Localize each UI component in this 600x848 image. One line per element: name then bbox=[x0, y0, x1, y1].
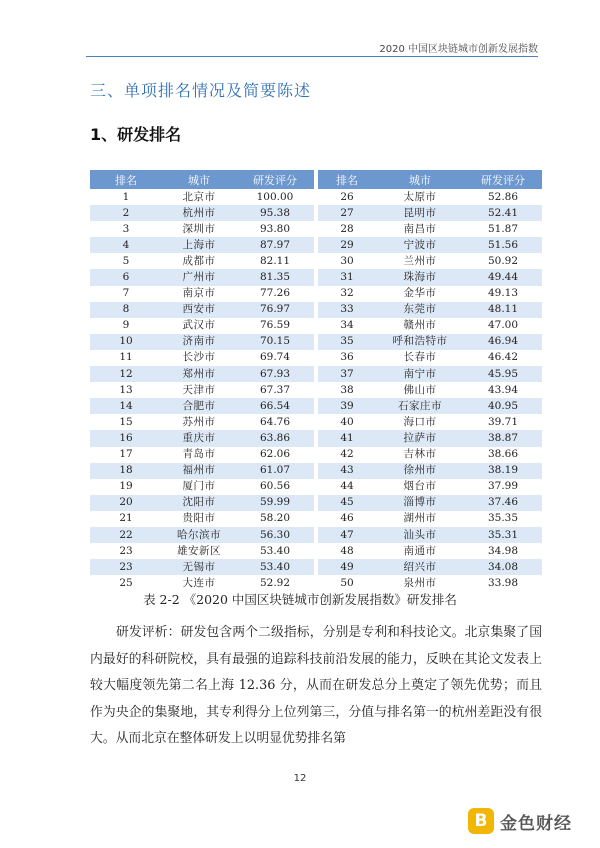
rank-cell: 18 bbox=[90, 463, 162, 479]
table-row bbox=[318, 253, 542, 269]
table-row bbox=[318, 430, 542, 446]
table-row bbox=[90, 543, 314, 559]
score-cell: 37.46 bbox=[464, 495, 542, 511]
table-row bbox=[318, 318, 542, 334]
table-row bbox=[318, 495, 542, 511]
table-row bbox=[90, 463, 314, 479]
rank-cell: 40 bbox=[318, 414, 376, 430]
column-header: 城市 bbox=[376, 170, 464, 189]
table-row bbox=[318, 350, 542, 366]
watermark-logo bbox=[468, 808, 572, 834]
table-row bbox=[90, 237, 314, 253]
score-cell: 43.94 bbox=[464, 382, 542, 398]
score-cell: 34.98 bbox=[464, 543, 542, 559]
city-cell: 郑州市 bbox=[162, 366, 236, 382]
table-row bbox=[318, 479, 542, 495]
rank-cell: 1 bbox=[90, 189, 162, 205]
score-cell: 45.95 bbox=[464, 366, 542, 382]
rank-cell: 42 bbox=[318, 447, 376, 463]
score-cell: 62.06 bbox=[236, 447, 314, 463]
score-cell: 38.66 bbox=[464, 447, 542, 463]
table-row bbox=[90, 205, 314, 221]
city-cell: 吉林市 bbox=[376, 447, 464, 463]
score-cell: 95.38 bbox=[236, 205, 314, 221]
rank-cell: 6 bbox=[90, 269, 162, 285]
score-cell: 66.54 bbox=[236, 398, 314, 414]
rank-cell: 17 bbox=[90, 447, 162, 463]
city-cell: 成都市 bbox=[162, 253, 236, 269]
city-cell: 兰州市 bbox=[376, 253, 464, 269]
column-header: 研发评分 bbox=[236, 170, 314, 189]
city-cell: 珠海市 bbox=[376, 269, 464, 285]
table-row bbox=[318, 511, 542, 527]
table-header-row bbox=[90, 170, 314, 189]
table-row bbox=[318, 366, 542, 382]
rank-cell: 2 bbox=[90, 205, 162, 221]
city-cell: 南宁市 bbox=[376, 366, 464, 382]
score-cell: 48.11 bbox=[464, 302, 542, 318]
city-cell: 大连市 bbox=[162, 575, 236, 591]
city-cell: 绍兴市 bbox=[376, 559, 464, 575]
rank-cell: 4 bbox=[90, 237, 162, 253]
table-row bbox=[90, 414, 314, 430]
score-cell: 46.94 bbox=[464, 334, 542, 350]
score-cell: 33.98 bbox=[464, 575, 542, 591]
score-cell: 49.13 bbox=[464, 286, 542, 302]
table-row bbox=[318, 189, 542, 205]
table-row bbox=[90, 286, 314, 302]
score-cell: 37.99 bbox=[464, 479, 542, 495]
table-row bbox=[90, 527, 314, 543]
table-row bbox=[318, 269, 542, 285]
table-row bbox=[90, 479, 314, 495]
city-cell: 南通市 bbox=[376, 543, 464, 559]
score-cell: 47.00 bbox=[464, 318, 542, 334]
score-cell: 93.80 bbox=[236, 221, 314, 237]
score-cell: 35.31 bbox=[464, 527, 542, 543]
score-cell: 49.44 bbox=[464, 269, 542, 285]
city-cell: 重庆市 bbox=[162, 430, 236, 446]
rank-cell: 3 bbox=[90, 221, 162, 237]
city-cell: 汕头市 bbox=[376, 527, 464, 543]
score-cell: 39.71 bbox=[464, 414, 542, 430]
rank-cell: 47 bbox=[318, 527, 376, 543]
table-row bbox=[318, 398, 542, 414]
table-row bbox=[90, 511, 314, 527]
column-header: 排名 bbox=[90, 170, 162, 189]
city-cell: 长沙市 bbox=[162, 350, 236, 366]
rank-cell: 23 bbox=[90, 543, 162, 559]
city-cell: 淄博市 bbox=[376, 495, 464, 511]
city-cell: 上海市 bbox=[162, 237, 236, 253]
table-caption: 表 2-2 《2020 中国区块链城市创新发展指数》研发排名 bbox=[143, 592, 457, 607]
rank-cell: 29 bbox=[318, 237, 376, 253]
sub-title: 1、研发排名 bbox=[90, 125, 182, 144]
score-cell: 53.40 bbox=[236, 543, 314, 559]
city-cell: 苏州市 bbox=[162, 414, 236, 430]
table-row bbox=[90, 575, 314, 591]
city-cell: 石家庄市 bbox=[376, 398, 464, 414]
table-row bbox=[318, 559, 542, 575]
rank-cell: 39 bbox=[318, 398, 376, 414]
city-cell: 昆明市 bbox=[376, 205, 464, 221]
rank-cell: 13 bbox=[90, 382, 162, 398]
score-cell: 81.35 bbox=[236, 269, 314, 285]
city-cell: 佛山市 bbox=[376, 382, 464, 398]
table-row bbox=[318, 382, 542, 398]
column-header: 排名 bbox=[318, 170, 376, 189]
score-cell: 76.59 bbox=[236, 318, 314, 334]
score-cell: 76.97 bbox=[236, 302, 314, 318]
city-cell: 金华市 bbox=[376, 286, 464, 302]
table-row bbox=[90, 221, 314, 237]
city-cell: 济南市 bbox=[162, 334, 236, 350]
city-cell: 南京市 bbox=[162, 286, 236, 302]
rank-cell: 11 bbox=[90, 350, 162, 366]
city-cell: 泉州市 bbox=[376, 575, 464, 591]
city-cell: 无锡市 bbox=[162, 559, 236, 575]
score-cell: 63.86 bbox=[236, 430, 314, 446]
table-row bbox=[318, 527, 542, 543]
city-cell: 赣州市 bbox=[376, 318, 464, 334]
city-cell: 哈尔滨市 bbox=[162, 527, 236, 543]
score-cell: 40.95 bbox=[464, 398, 542, 414]
table-row bbox=[90, 189, 314, 205]
city-cell: 杭州市 bbox=[162, 205, 236, 221]
rank-cell: 38 bbox=[318, 382, 376, 398]
score-cell: 64.76 bbox=[236, 414, 314, 430]
score-cell: 50.92 bbox=[464, 253, 542, 269]
score-cell: 35.35 bbox=[464, 511, 542, 527]
body-paragraph: 研发评析：研发包含两个二级指标，分别是专利和科技论文。北京集聚了国内最好的科研院校，具有最强的追踪科技前沿发展的能力，反映在其论文发表上较大幅度领先第二名上海 12.36 分，从而在研发总分上奠定了领先优势；而且作为央企的集聚地，其专利得分上位列第三，分值与排名第一的杭州差距没有很大。从而北京在整体研发上以明显优势排名第 bbox=[90, 625, 542, 746]
score-cell: 53.40 bbox=[236, 559, 314, 575]
ranking-table-left bbox=[90, 170, 314, 591]
score-cell: 60.56 bbox=[236, 479, 314, 495]
score-cell: 100.00 bbox=[236, 189, 314, 205]
rank-cell: 8 bbox=[90, 302, 162, 318]
table-row bbox=[318, 205, 542, 221]
city-cell: 太原市 bbox=[376, 189, 464, 205]
table-row bbox=[90, 318, 314, 334]
rank-cell: 33 bbox=[318, 302, 376, 318]
score-cell: 70.15 bbox=[236, 334, 314, 350]
score-cell: 69.74 bbox=[236, 350, 314, 366]
rank-cell: 14 bbox=[90, 398, 162, 414]
score-cell: 59.99 bbox=[236, 495, 314, 511]
table-row bbox=[90, 382, 314, 398]
table-row bbox=[90, 334, 314, 350]
column-header: 城市 bbox=[162, 170, 236, 189]
rank-cell: 16 bbox=[90, 430, 162, 446]
rank-cell: 35 bbox=[318, 334, 376, 350]
city-cell: 福州市 bbox=[162, 463, 236, 479]
score-cell: 58.20 bbox=[236, 511, 314, 527]
rank-cell: 12 bbox=[90, 366, 162, 382]
rank-cell: 23 bbox=[90, 559, 162, 575]
rank-cell: 49 bbox=[318, 559, 376, 575]
city-cell: 徐州市 bbox=[376, 463, 464, 479]
city-cell: 拉萨市 bbox=[376, 430, 464, 446]
page-number: 12 bbox=[293, 773, 307, 784]
score-cell: 67.93 bbox=[236, 366, 314, 382]
city-cell: 湖州市 bbox=[376, 511, 464, 527]
table-row bbox=[318, 414, 542, 430]
score-cell: 38.87 bbox=[464, 430, 542, 446]
rank-cell: 9 bbox=[90, 318, 162, 334]
score-cell: 52.41 bbox=[464, 205, 542, 221]
ranking-table-right bbox=[318, 170, 542, 591]
city-cell: 厦门市 bbox=[162, 479, 236, 495]
rank-cell: 26 bbox=[318, 189, 376, 205]
city-cell: 长春市 bbox=[376, 350, 464, 366]
city-cell: 雄安新区 bbox=[162, 543, 236, 559]
score-cell: 67.37 bbox=[236, 382, 314, 398]
rank-cell: 28 bbox=[318, 221, 376, 237]
rank-cell: 44 bbox=[318, 479, 376, 495]
city-cell: 西安市 bbox=[162, 302, 236, 318]
rank-cell: 20 bbox=[90, 495, 162, 511]
rank-cell: 30 bbox=[318, 253, 376, 269]
table-row bbox=[318, 334, 542, 350]
score-cell: 34.08 bbox=[464, 559, 542, 575]
score-cell: 56.30 bbox=[236, 527, 314, 543]
score-cell: 38.19 bbox=[464, 463, 542, 479]
city-cell: 海口市 bbox=[376, 414, 464, 430]
rank-cell: 5 bbox=[90, 253, 162, 269]
rank-cell: 32 bbox=[318, 286, 376, 302]
rank-cell: 10 bbox=[90, 334, 162, 350]
city-cell: 东莞市 bbox=[376, 302, 464, 318]
score-cell: 51.56 bbox=[464, 237, 542, 253]
city-cell: 沈阳市 bbox=[162, 495, 236, 511]
rank-cell: 7 bbox=[90, 286, 162, 302]
table-row bbox=[90, 447, 314, 463]
rank-cell: 50 bbox=[318, 575, 376, 591]
city-cell: 北京市 bbox=[162, 189, 236, 205]
city-cell: 南昌市 bbox=[376, 221, 464, 237]
rank-cell: 36 bbox=[318, 350, 376, 366]
city-cell: 深圳市 bbox=[162, 221, 236, 237]
logo-text: 金色财经 bbox=[500, 813, 572, 834]
score-cell: 52.92 bbox=[236, 575, 314, 591]
city-cell: 合肥市 bbox=[162, 398, 236, 414]
table-row bbox=[318, 286, 542, 302]
rank-cell: 25 bbox=[90, 575, 162, 591]
rank-cell: 41 bbox=[318, 430, 376, 446]
section-title: 三、单项排名情况及简要陈述 bbox=[90, 81, 312, 100]
score-cell: 77.26 bbox=[236, 286, 314, 302]
table-row bbox=[90, 559, 314, 575]
table-header-row bbox=[318, 170, 542, 189]
rank-cell: 43 bbox=[318, 463, 376, 479]
table-row bbox=[318, 447, 542, 463]
city-cell: 烟台市 bbox=[376, 479, 464, 495]
rank-cell: 21 bbox=[90, 511, 162, 527]
header-rule bbox=[86, 56, 538, 57]
table-row bbox=[318, 302, 542, 318]
score-cell: 87.97 bbox=[236, 237, 314, 253]
table-row bbox=[90, 350, 314, 366]
table-row bbox=[318, 237, 542, 253]
city-cell: 宁波市 bbox=[376, 237, 464, 253]
rank-cell: 31 bbox=[318, 269, 376, 285]
city-cell: 广州市 bbox=[162, 269, 236, 285]
city-cell: 呼和浩特市 bbox=[376, 334, 464, 350]
score-cell: 52.86 bbox=[464, 189, 542, 205]
score-cell: 61.07 bbox=[236, 463, 314, 479]
table-row bbox=[90, 495, 314, 511]
table-row bbox=[318, 463, 542, 479]
table-row bbox=[318, 575, 542, 591]
logo-icon: B bbox=[468, 808, 494, 834]
table-row bbox=[90, 430, 314, 446]
rank-cell: 27 bbox=[318, 205, 376, 221]
city-cell: 武汉市 bbox=[162, 318, 236, 334]
table-row bbox=[90, 302, 314, 318]
score-cell: 51.87 bbox=[464, 221, 542, 237]
city-cell: 天津市 bbox=[162, 382, 236, 398]
table-row bbox=[90, 366, 314, 382]
table-row bbox=[90, 398, 314, 414]
table-row bbox=[318, 543, 542, 559]
rank-cell: 45 bbox=[318, 495, 376, 511]
rank-cell: 37 bbox=[318, 366, 376, 382]
table-row bbox=[90, 269, 314, 285]
table-row bbox=[318, 221, 542, 237]
rank-cell: 46 bbox=[318, 511, 376, 527]
rank-cell: 48 bbox=[318, 543, 376, 559]
score-cell: 46.42 bbox=[464, 350, 542, 366]
rank-cell: 22 bbox=[90, 527, 162, 543]
table-row bbox=[90, 253, 314, 269]
rank-cell: 19 bbox=[90, 479, 162, 495]
city-cell: 贵阳市 bbox=[162, 511, 236, 527]
running-header: 2020 中国区块链城市创新发展指数 bbox=[379, 44, 538, 55]
rank-cell: 15 bbox=[90, 414, 162, 430]
column-header: 研发评分 bbox=[464, 170, 542, 189]
rank-cell: 34 bbox=[318, 318, 376, 334]
city-cell: 青岛市 bbox=[162, 447, 236, 463]
score-cell: 82.11 bbox=[236, 253, 314, 269]
